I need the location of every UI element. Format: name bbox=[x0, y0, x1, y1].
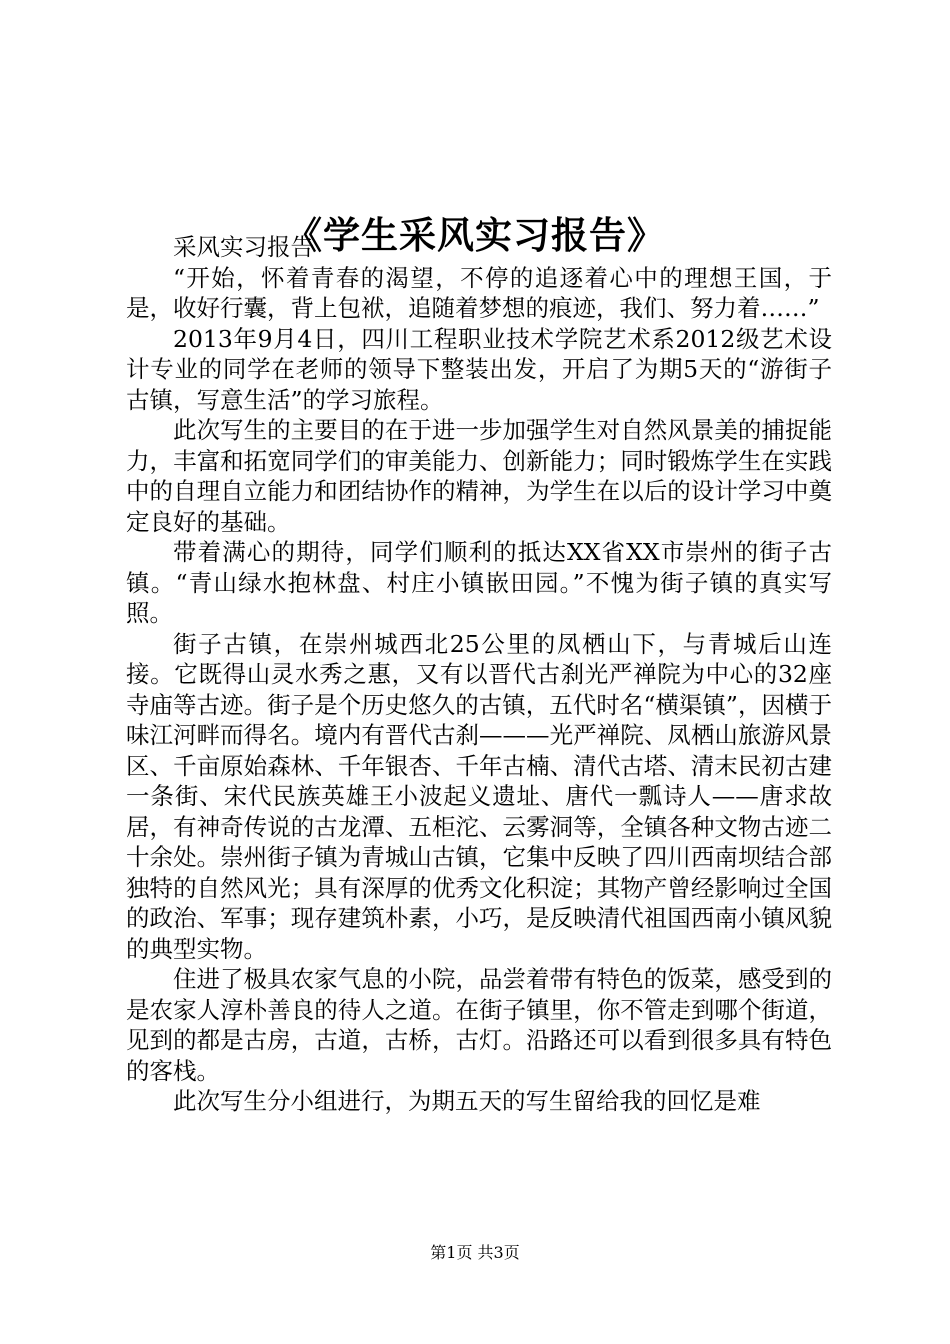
paragraph-groups: 此次写生分小组进行，为期五天的写生留给我的回忆是难 bbox=[173, 1087, 761, 1115]
paragraph-departure: 2013年9月4日，四川工程职业技术学院艺术系2012级艺术设计专业的同学在老师的领导下整装出发，开启了为期5天的“游街子古镇，写意生活”的学习旅程。 bbox=[126, 324, 832, 414]
paragraph-lodging: 住进了极具农家气息的小院，品尝着带有特色的饭菜，感受到的是农家人淳朴善良的待人之道。在街子镇里，你不管走到哪个街道，见到的都是古房，古道，古桥，古灯。沿路还可以看到很多具有特色的客栈。 bbox=[126, 965, 832, 1085]
paragraph-purpose: 此次写生的主要目的在于进一步加强学生对自然风景美的捕捉能力，丰富和拓宽同学们的审美能力、创新能力；同时锻炼学生在实践中的自理自立能力和团结协作的精神，为学生在以后的设计学习中奠定良好的基础。 bbox=[126, 416, 832, 536]
paragraph-arrival: 带着满心的期待，同学们顺利的抵达XX省XX市崇州的街子古镇。“青山绿水抱林盘、村庄小镇嵌田园。”不愧为街子镇的真实写照。 bbox=[126, 538, 832, 627]
paragraph-town-history: 街子古镇，在崇州城西北25公里的凤栖山下，与青城后山连接。它既得山灵水秀之惠，又有以晋代古刹光严禅院为中心的32座寺庙等古迹。街子是个历史悠久的古镇，五代时名“横渠镇”，因横于味江河畔而得名。境内有晋代古刹———光严禅院、凤栖山旅游风景区、千亩原始森林、千年银杏、千年古楠、清代古塔、清末民初古建一条街、宋代民族英雄王小波起义遗址、唐代一瓢诗人——唐求故居，有神奇传说的古龙潭、五柜沱、云雾洞等，全镇各种文物古迹二十余处。崇州街子镇为青城山古镇，它集中反映了四川西南坝结合部独特的自然风光；具有深厚的优秀文化积淀；其物产曾经影响过全国的政治、军事；现存建筑朴素，小巧，是反映清代祖国西南小镇风貌的典型实物。 bbox=[126, 629, 832, 963]
paragraph-quote: “开始，怀着青春的渴望，不停的追逐着心中的理想王国，于是，收好行囊，背上包袱，追随着梦想的痕迹，我们、努力着……” bbox=[126, 263, 832, 322]
document-body bbox=[126, 232, 832, 1117]
page-number-footer: 第1页 共3页 bbox=[430, 1243, 520, 1262]
paragraph-subtitle: 采风实习报告 bbox=[173, 233, 314, 261]
document-title: 《学生采风实习报告》 bbox=[285, 212, 665, 257]
